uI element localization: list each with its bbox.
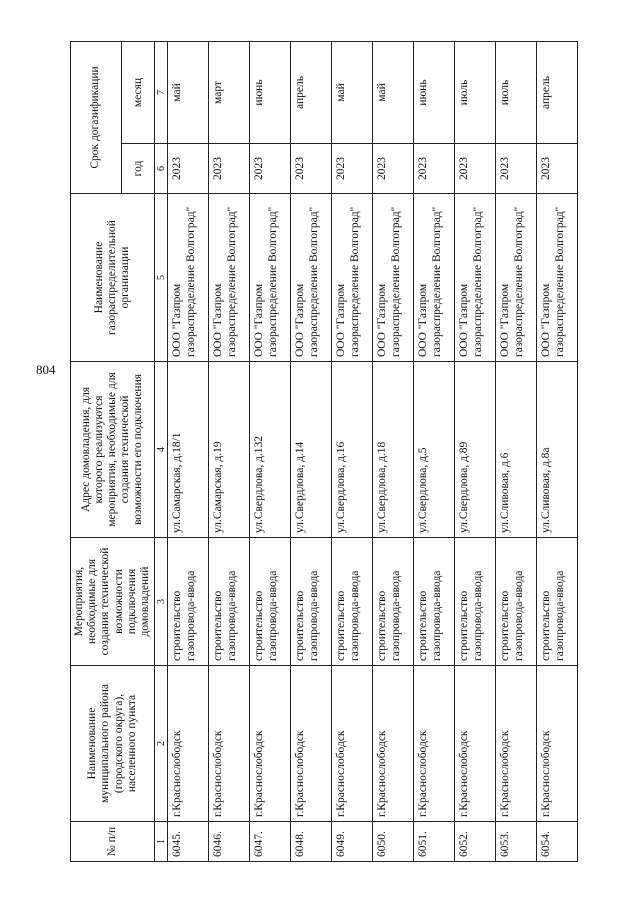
table-row (332, 42, 373, 862)
table-row (373, 42, 414, 862)
column-number: 4 (155, 362, 168, 538)
measures-cell: строительство газопровода-ввода (332, 538, 373, 666)
table-row (168, 42, 209, 862)
address-cell: ул.Свердлова, д.132 (250, 362, 291, 538)
organization-cell: ООО "Газпром газораспределение Волгоград" (291, 194, 332, 362)
district-cell: г.Краснослободск (537, 666, 578, 822)
district-cell: г.Краснослободск (209, 666, 250, 822)
year-cell: 2023 (455, 144, 496, 194)
column-number: 2 (155, 666, 168, 822)
header-district: Наименование муниципального района (городского округа), населенного пункта (71, 666, 155, 822)
month-cell: июнь (414, 42, 455, 144)
row-number: 6045. (168, 822, 209, 862)
address-cell: ул.Свердлова, д.14 (291, 362, 332, 538)
year-cell: 2023 (414, 144, 455, 194)
row-number: 6049. (332, 822, 373, 862)
row-number: 6048. (291, 822, 332, 862)
row-number: 6051. (414, 822, 455, 862)
address-cell: ул.Свердлова, д.89 (455, 362, 496, 538)
measures-cell: строительство газопровода-ввода (496, 538, 537, 666)
header-org: Наименование газораспределительной организации (71, 194, 155, 362)
measures-cell: строительство газопровода-ввода (373, 538, 414, 666)
row-number: 6046. (209, 822, 250, 862)
row-number: 6054. (537, 822, 578, 862)
address-cell: ул.Свердлова, д.16 (332, 362, 373, 538)
measures-cell: строительство газопровода-ввода (250, 538, 291, 666)
organization-cell: ООО "Газпром газораспределение Волгоград" (250, 194, 291, 362)
address-cell: ул.Самарская, д.18/1 (168, 362, 209, 538)
district-cell: г.Краснослободск (332, 666, 373, 822)
column-number: 7 (155, 42, 168, 144)
header-measures: Мероприятия, необходимые для создания технической возможности подключения домовладений (71, 538, 155, 666)
month-cell: май (373, 42, 414, 144)
organization-cell: ООО "Газпром газораспределение Волгоград" (414, 194, 455, 362)
year-cell: 2023 (209, 144, 250, 194)
district-cell: г.Краснослободск (291, 666, 332, 822)
table-body (168, 42, 578, 862)
organization-cell: ООО "Газпром газораспределение Волгоград" (209, 194, 250, 362)
organization-cell: ООО "Газпром газораспределение Волгоград" (168, 194, 209, 362)
table-row (414, 42, 455, 862)
month-cell: июль (496, 42, 537, 144)
column-number: 6 (155, 144, 168, 194)
month-cell: май (168, 42, 209, 144)
table-row (291, 42, 332, 862)
year-cell: 2023 (291, 144, 332, 194)
month-cell: апрель (291, 42, 332, 144)
header-month: месяц (121, 42, 154, 144)
address-cell: ул.Свердлова, д.18 (373, 362, 414, 538)
month-cell: май (332, 42, 373, 144)
header-year: год (121, 144, 154, 194)
gasification-table (70, 41, 578, 862)
column-number: 3 (155, 538, 168, 666)
year-cell: 2023 (332, 144, 373, 194)
district-cell: г.Краснослободск (250, 666, 291, 822)
table-row (250, 42, 291, 862)
year-cell: 2023 (537, 144, 578, 194)
row-number: 6053. (496, 822, 537, 862)
year-cell: 2023 (496, 144, 537, 194)
rotated-table-container (70, 42, 630, 862)
address-cell: ул.Сливовая, д.8а (537, 362, 578, 538)
month-cell: апрель (537, 42, 578, 144)
address-cell: ул.Самарская, д.19 (209, 362, 250, 538)
year-cell: 2023 (168, 144, 209, 194)
row-number: 6050. (373, 822, 414, 862)
organization-cell: ООО "Газпром газораспределение Волгоград" (537, 194, 578, 362)
month-cell: июль (455, 42, 496, 144)
header-deadline: Срок догазификации (71, 42, 122, 194)
measures-cell: строительство газопровода-ввода (414, 538, 455, 666)
month-cell: март (209, 42, 250, 144)
measures-cell: строительство газопровода-ввода (291, 538, 332, 666)
column-number: 1 (155, 822, 168, 862)
district-cell: г.Краснослободск (496, 666, 537, 822)
district-cell: г.Краснослободск (168, 666, 209, 822)
header-num: № п/п (71, 822, 155, 862)
year-cell: 2023 (250, 144, 291, 194)
table-row (537, 42, 578, 862)
organization-cell: ООО "Газпром газораспределение Волгоград" (455, 194, 496, 362)
address-cell: ул.Свердлова, д.5 (414, 362, 455, 538)
table-row (496, 42, 537, 862)
month-cell: июнь (250, 42, 291, 144)
measures-cell: строительство газопровода-ввода (168, 538, 209, 666)
measures-cell: строительство газопровода-ввода (455, 538, 496, 666)
measures-cell: строительство газопровода-ввода (537, 538, 578, 666)
address-cell: ул.Сливовая, д.6 (496, 362, 537, 538)
page-number: 804 (36, 362, 56, 377)
year-cell: 2023 (373, 144, 414, 194)
organization-cell: ООО "Газпром газораспределение Волгоград" (496, 194, 537, 362)
organization-cell: ООО "Газпром газораспределение Волгоград" (373, 194, 414, 362)
header-address: Адрес домовладения, для которого реализуются мероприятия, необходимые для создания технической возможности его подключения (71, 362, 155, 538)
organization-cell: ООО "Газпром газораспределение Волгоград" (332, 194, 373, 362)
table-row (209, 42, 250, 862)
row-number: 6052. (455, 822, 496, 862)
district-cell: г.Краснослободск (455, 666, 496, 822)
measures-cell: строительство газопровода-ввода (209, 538, 250, 666)
row-number: 6047. (250, 822, 291, 862)
district-cell: г.Краснослободск (373, 666, 414, 822)
district-cell: г.Краснослободск (414, 666, 455, 822)
column-number: 5 (155, 194, 168, 362)
table-row (455, 42, 496, 862)
